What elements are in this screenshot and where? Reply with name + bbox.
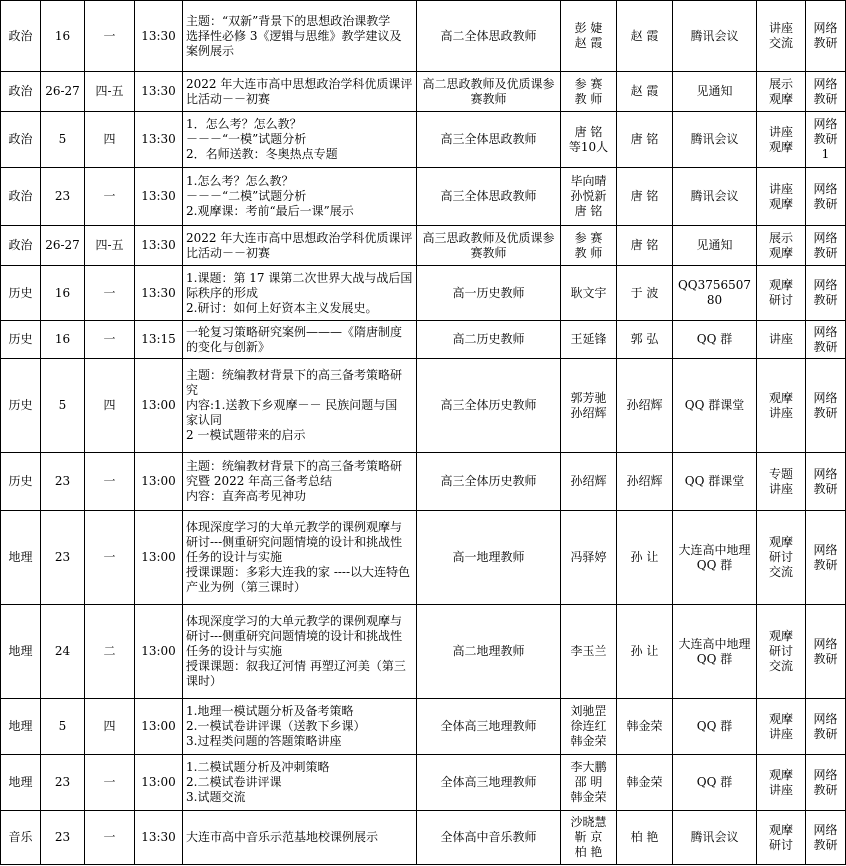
weekday-cell: 四 — [85, 359, 135, 453]
content-cell: 体现深度学习的大单元教学的课例观摩与研讨---侧重研究问题情境的设计和挑战性任务的设计与实施 授课课题：叙我辽河情 再塑辽河美（第三课时） — [183, 605, 417, 699]
venue-cell: 大连高中地理 QQ 群 — [673, 605, 757, 699]
form-cell: 展示 观摩 — [757, 72, 806, 112]
table-row — [1, 811, 846, 865]
time-cell: 13:15 — [135, 321, 183, 359]
audience-cell: 高三全体思政教师 — [417, 112, 561, 168]
weekday-cell: 一 — [85, 168, 135, 226]
host-cell: 孙绍辉 — [617, 453, 673, 511]
speaker-cell: 毕向晴 孙悦新 唐 铭 — [561, 168, 617, 226]
table-row — [1, 605, 846, 699]
category-cell: 网络 教研 — [806, 359, 846, 453]
host-cell: 韩金荣 — [617, 699, 673, 755]
date-cell: 26-27 — [41, 226, 85, 266]
time-cell: 13:30 — [135, 72, 183, 112]
audience-cell: 全体高三地理教师 — [417, 755, 561, 811]
date-cell: 24 — [41, 605, 85, 699]
content-cell: 2022 年大连市高中思想政治学科优质课评比活动－－初赛 — [183, 72, 417, 112]
date-cell: 23 — [41, 811, 85, 865]
speaker-cell: 冯驿婷 — [561, 511, 617, 605]
host-cell: 于 波 — [617, 266, 673, 321]
host-cell: 唐 铭 — [617, 226, 673, 266]
audience-cell: 全体高中音乐教师 — [417, 811, 561, 865]
speaker-cell: 郭芳驰 孙绍辉 — [561, 359, 617, 453]
host-cell: 孙 让 — [617, 511, 673, 605]
host-cell: 柏 艳 — [617, 811, 673, 865]
form-cell: 展示 观摩 — [757, 226, 806, 266]
category-cell: 网络 教研 — [806, 321, 846, 359]
audience-cell: 高三全体思政教师 — [417, 168, 561, 226]
content-cell: 1.地理一模试题分析及备考策略 2.一模试卷讲评课（送教下乡课） 3.过程类问题的答题策略讲座 — [183, 699, 417, 755]
time-cell: 13:00 — [135, 755, 183, 811]
audience-cell: 高三思政教师及优质课参赛教师 — [417, 226, 561, 266]
venue-cell: 腾讯会议 — [673, 168, 757, 226]
weekday-cell: 二 — [85, 605, 135, 699]
weekday-cell: 四 — [85, 112, 135, 168]
audience-cell: 高一地理教师 — [417, 511, 561, 605]
weekday-cell: 一 — [85, 453, 135, 511]
venue-cell: QQ 群 — [673, 755, 757, 811]
table-row — [1, 1, 846, 72]
content-cell: 1．怎么考？怎么教？ －－－“一模”试题分析 2．名师送教：冬奥热点专题 — [183, 112, 417, 168]
speaker-cell: 李玉兰 — [561, 605, 617, 699]
time-cell: 13:00 — [135, 699, 183, 755]
venue-cell: QQ375650780 — [673, 266, 757, 321]
date-cell: 23 — [41, 453, 85, 511]
subject-cell: 政治 — [1, 226, 41, 266]
subject-cell: 历史 — [1, 453, 41, 511]
time-cell: 13:00 — [135, 453, 183, 511]
category-cell: 网络 教研 — [806, 605, 846, 699]
subject-cell: 政治 — [1, 112, 41, 168]
date-cell: 5 — [41, 359, 85, 453]
date-cell: 16 — [41, 321, 85, 359]
weekday-cell: 一 — [85, 321, 135, 359]
subject-cell: 历史 — [1, 321, 41, 359]
form-cell: 专题 讲座 — [757, 453, 806, 511]
table-row — [1, 755, 846, 811]
table-row — [1, 226, 846, 266]
venue-cell: QQ 群课堂 — [673, 453, 757, 511]
subject-cell: 地理 — [1, 605, 41, 699]
audience-cell: 高二历史教师 — [417, 321, 561, 359]
date-cell: 5 — [41, 699, 85, 755]
time-cell: 13:00 — [135, 511, 183, 605]
table-row — [1, 168, 846, 226]
content-cell: 主题：“双新”背景下的思想政治课教学 选择性必修 3《逻辑与思维》教学建议及案例展示 — [183, 1, 417, 72]
time-cell: 13:30 — [135, 266, 183, 321]
speaker-cell: 彭 婕 赵 霞 — [561, 1, 617, 72]
weekday-cell: 一 — [85, 511, 135, 605]
table-row — [1, 112, 846, 168]
venue-cell: 腾讯会议 — [673, 1, 757, 72]
venue-cell: 见通知 — [673, 72, 757, 112]
content-cell: 主题：统编教材背景下的高三备考策略研究 内容:1.送教下乡观摩－－ 民族问题与国 家认同 2 一模试题带来的启示 — [183, 359, 417, 453]
speaker-cell: 参 赛 教 师 — [561, 72, 617, 112]
speaker-cell: 刘驰罡 徐连红 韩金荣 — [561, 699, 617, 755]
speaker-cell: 李大鹏 邵 明 韩金荣 — [561, 755, 617, 811]
audience-cell: 高三全体历史教师 — [417, 359, 561, 453]
subject-cell: 历史 — [1, 359, 41, 453]
category-cell: 网络 教研 — [806, 453, 846, 511]
content-cell: 1.课题：第 17 课第二次世界大战与战后国际秩序的形成 2.研讨：如何上好资本主义发展史。 — [183, 266, 417, 321]
weekday-cell: 四-五 — [85, 72, 135, 112]
time-cell: 13:30 — [135, 1, 183, 72]
form-cell: 观摩 讲座 — [757, 755, 806, 811]
venue-cell: 腾讯会议 — [673, 112, 757, 168]
form-cell: 观摩 讲座 — [757, 699, 806, 755]
content-cell: 大连市高中音乐示范基地校课例展示 — [183, 811, 417, 865]
form-cell: 讲座 交流 — [757, 1, 806, 72]
category-cell: 网络 教研 — [806, 811, 846, 865]
audience-cell: 高二思政教师及优质课参赛教师 — [417, 72, 561, 112]
audience-cell: 高一历史教师 — [417, 266, 561, 321]
weekday-cell: 一 — [85, 811, 135, 865]
date-cell: 23 — [41, 755, 85, 811]
table-row — [1, 321, 846, 359]
content-cell: 1.二模试题分析及冲刺策略 2.二模试卷讲评课 3.试题交流 — [183, 755, 417, 811]
date-cell: 23 — [41, 168, 85, 226]
subject-cell: 政治 — [1, 1, 41, 72]
time-cell: 13:30 — [135, 112, 183, 168]
subject-cell: 地理 — [1, 699, 41, 755]
subject-cell: 地理 — [1, 511, 41, 605]
category-cell: 网络 教研 — [806, 699, 846, 755]
form-cell: 观摩 研讨 交流 — [757, 605, 806, 699]
time-cell: 13:30 — [135, 168, 183, 226]
venue-cell: QQ 群课堂 — [673, 359, 757, 453]
audience-cell: 高二地理教师 — [417, 605, 561, 699]
content-cell: 体现深度学习的大单元教学的课例观摩与研讨---侧重研究问题情境的设计和挑战性任务的设计与实施 授课课题：多彩大连我的家 ----以大连特色产业为例（第三课时） — [183, 511, 417, 605]
date-cell: 16 — [41, 1, 85, 72]
table-row — [1, 511, 846, 605]
form-cell: 讲座 观摩 — [757, 168, 806, 226]
host-cell: 赵 霞 — [617, 1, 673, 72]
weekday-cell: 一 — [85, 1, 135, 72]
table-row — [1, 72, 846, 112]
subject-cell: 历史 — [1, 266, 41, 321]
speaker-cell: 沙晓慧 靳 京 柏 艳 — [561, 811, 617, 865]
content-cell: 主题：统编教材背景下的高三备考策略研究暨 2022 年高三备考总结 内容：直奔高考见神功 — [183, 453, 417, 511]
host-cell: 韩金荣 — [617, 755, 673, 811]
form-cell: 观摩 研讨 交流 — [757, 511, 806, 605]
time-cell: 13:30 — [135, 226, 183, 266]
venue-cell: 腾讯会议 — [673, 811, 757, 865]
category-cell: 网络 教研 — [806, 511, 846, 605]
date-cell: 5 — [41, 112, 85, 168]
table-row — [1, 359, 846, 453]
host-cell: 孙 让 — [617, 605, 673, 699]
category-cell: 网络 教研 — [806, 168, 846, 226]
host-cell: 孙绍辉 — [617, 359, 673, 453]
speaker-cell: 耿文宇 — [561, 266, 617, 321]
host-cell: 唐 铭 — [617, 168, 673, 226]
date-cell: 26-27 — [41, 72, 85, 112]
host-cell: 赵 霞 — [617, 72, 673, 112]
category-cell: 网络 教研 — [806, 266, 846, 321]
speaker-cell: 唐 铭 等10人 — [561, 112, 617, 168]
subject-cell: 音乐 — [1, 811, 41, 865]
table-row — [1, 699, 846, 755]
weekday-cell: 四 — [85, 699, 135, 755]
subject-cell: 政治 — [1, 72, 41, 112]
form-cell: 观摩 研讨 — [757, 266, 806, 321]
venue-cell: 见通知 — [673, 226, 757, 266]
category-cell: 网络 教研 — [806, 72, 846, 112]
content-cell: 一轮复习策略研究案例———《隋唐制度的变化与创新》 — [183, 321, 417, 359]
content-cell: 2022 年大连市高中思想政治学科优质课评比活动－－初赛 — [183, 226, 417, 266]
subject-cell: 政治 — [1, 168, 41, 226]
form-cell: 讲座 — [757, 321, 806, 359]
weekday-cell: 一 — [85, 266, 135, 321]
audience-cell: 高二全体思政教师 — [417, 1, 561, 72]
category-cell: 网络 教研 — [806, 226, 846, 266]
form-cell: 观摩 研讨 — [757, 811, 806, 865]
form-cell: 观摩 讲座 — [757, 359, 806, 453]
table-row — [1, 266, 846, 321]
weekday-cell: 四-五 — [85, 226, 135, 266]
speaker-cell: 王延锋 — [561, 321, 617, 359]
audience-cell: 全体高三地理教师 — [417, 699, 561, 755]
host-cell: 唐 铭 — [617, 112, 673, 168]
date-cell: 23 — [41, 511, 85, 605]
table-row — [1, 453, 846, 511]
form-cell: 讲座 观摩 — [757, 112, 806, 168]
time-cell: 13:00 — [135, 605, 183, 699]
time-cell: 13:30 — [135, 811, 183, 865]
time-cell: 13:00 — [135, 359, 183, 453]
venue-cell: 大连高中地理 QQ 群 — [673, 511, 757, 605]
venue-cell: QQ 群 — [673, 321, 757, 359]
speaker-cell: 孙绍辉 — [561, 453, 617, 511]
host-cell: 郭 弘 — [617, 321, 673, 359]
category-cell: 网络 教研 — [806, 755, 846, 811]
category-cell: 网络 教研 1 — [806, 112, 846, 168]
subject-cell: 地理 — [1, 755, 41, 811]
audience-cell: 高三全体历史教师 — [417, 453, 561, 511]
venue-cell: QQ 群 — [673, 699, 757, 755]
speaker-cell: 参 赛 教 师 — [561, 226, 617, 266]
date-cell: 16 — [41, 266, 85, 321]
category-cell: 网络 教研 — [806, 1, 846, 72]
weekday-cell: 一 — [85, 755, 135, 811]
content-cell: 1.怎么考？怎么教？ －－－“二模”试题分析 2.观摩课：考前“最后一课”展示 — [183, 168, 417, 226]
